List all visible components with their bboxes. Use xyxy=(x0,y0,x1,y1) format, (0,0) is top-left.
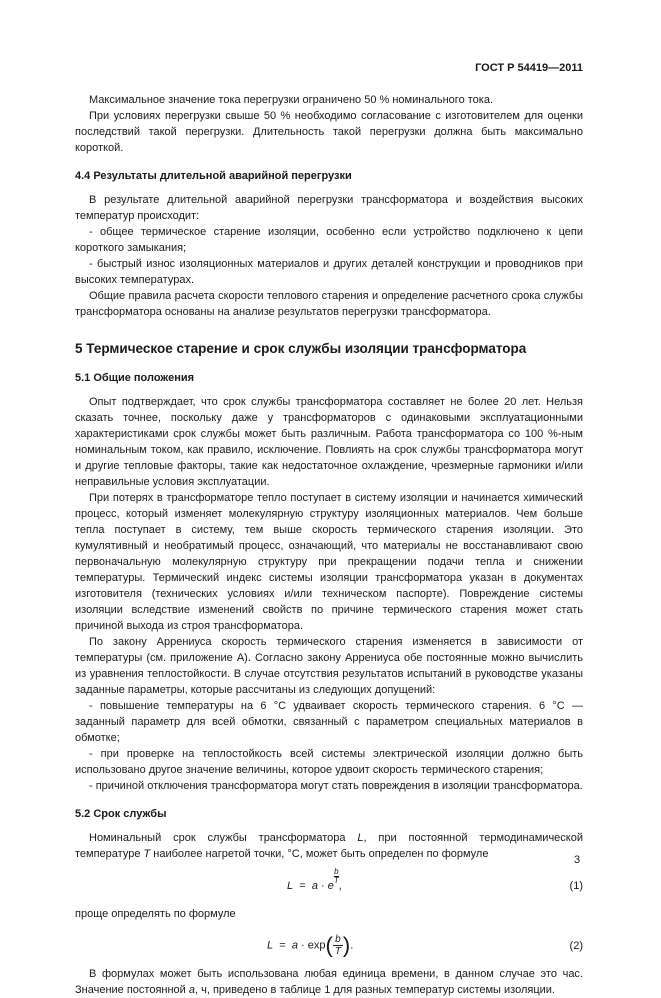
list-item: - повышение температуры на 6 °С удваивает скорость термического старения. 6 °С — заданный параметр для всей обмотки, связанный с параметром специальных материалов в обмотке; xyxy=(75,700,583,744)
paragraph: проще определять по формуле xyxy=(75,908,236,920)
paragraph: При потерях в трансформаторе тепло поступает в систему изоляции и начинается химический процесс, который изменяет молекулярную структуру изоляционных материалов. Чем больше тепла поступает в систему, тем выше скорость термического старения изоляции. Это кумулятивный и необратимый процесс, означающий, что материалы не восстанавливают свою первоначальную молекулярную структуру при прекращении подачи тепла и снижении температуры. Термический индекс системы изоляции трансформатора указан в документах изготовителя (технических условиях и/или техническом паспорте). Повреждение системы изоляции вследствие изменений свойств по причине термического старения может стать причиной выхода из строя трансформатора. xyxy=(75,492,583,632)
list-item: - быстрый износ изоляционных материалов и других деталей конструкции и проводников при высоких температурах. xyxy=(75,258,583,286)
list-item: - при проверке на теплостойкость всей системы электрической изоляции должно быть использовано другое значение величины, которое удвоит скорость термического старения; xyxy=(75,748,583,776)
formula-2: L = a · exp( $\frac{b}{T}$ ). (2) xyxy=(267,932,583,958)
section-heading-5-1: 5.1 Общие положения xyxy=(75,372,195,384)
paragraph: В формулах может быть использована любая единица времени, в данном случае это час. Значение постоянной a, ч, приведено в таблице 1 для разных температур системы изоляции. xyxy=(75,968,583,996)
section-heading-5: 5 Термическое старение и срок службы изоляции трансформатора xyxy=(75,341,527,356)
paragraph: Номинальный срок службы трансформатора L, при постоянной термодинамической температуре T наиболее нагретой точки, °С, может быть определен по формуле xyxy=(75,832,583,860)
page-content xyxy=(75,92,583,998)
formula-number: (1) xyxy=(569,880,583,892)
section-heading-5-2: 5.2 Срок службы xyxy=(75,808,167,820)
paragraph: По закону Аррениуса скорость термического старения изменяется в зависимости от температуры (см. приложение А). Согласно закону Аррениуса обе постоянные можно вычислить из уравнения теплостойкости. В случае отсутствия результатов испытаний в руководстве указаны заданные параметры, которые рассчитаны из следующих допущений: xyxy=(75,636,583,696)
standard-header: ГОСТ Р 54419—2011 xyxy=(475,62,583,74)
page-number: 3 xyxy=(574,854,581,866)
paragraph: В результате длительной аварийной перегрузки трансформатора и воздействия высоких температур происходит: xyxy=(75,194,583,222)
formula-fraction: $\frac{b}{T}$ xyxy=(334,934,341,957)
paragraph: Опыт подтверждает, что срок службы трансформатора составляет не более 20 лет. Нельзя сказать точнее, поскольку даже у трансформаторов с одинаковыми эксплуатационными характеристиками срок службы может быть различным. Работа трансформатора со 100 %-ным номинальным током, как правило, исключение. Повлиять на срок службы трансформатора могут и другие тепловые факторы, такие как недостаточное охлаждение, чрезмерные гармоники и/или неправильные условия эксплуатации. xyxy=(75,396,583,488)
paragraph: При условиях перегрузки свыше 50 % необходимо согласование с изготовителем для оценки последствий такой перегрузки. Длительность такой перегрузки должна быть максимально короткой. xyxy=(75,110,583,154)
section-heading-4-4: 4.4 Результаты длительной аварийной перегрузки xyxy=(75,170,352,182)
exponent-fraction: $\frac{b}{T}$ xyxy=(333,867,339,885)
list-item: - причиной отключения трансформатора могут стать повреждения в изоляции трансформатора. xyxy=(89,780,583,792)
formula-1: L = a · e $\frac{b}{T}$, (1) xyxy=(287,867,583,892)
formula-number: (2) xyxy=(569,940,583,952)
paragraph: Максимальное значение тока перегрузки ограничено 50 % номинального тока. xyxy=(89,94,493,106)
list-item: - общее термическое старение изоляции, особенно если устройство подключено к цепи короткого замыкания; xyxy=(75,226,583,254)
paragraph: Общие правила расчета скорости теплового старения и определение расчетного срока службы трансформатора основаны на анализе результатов перегрузки трансформатора. xyxy=(75,290,583,318)
